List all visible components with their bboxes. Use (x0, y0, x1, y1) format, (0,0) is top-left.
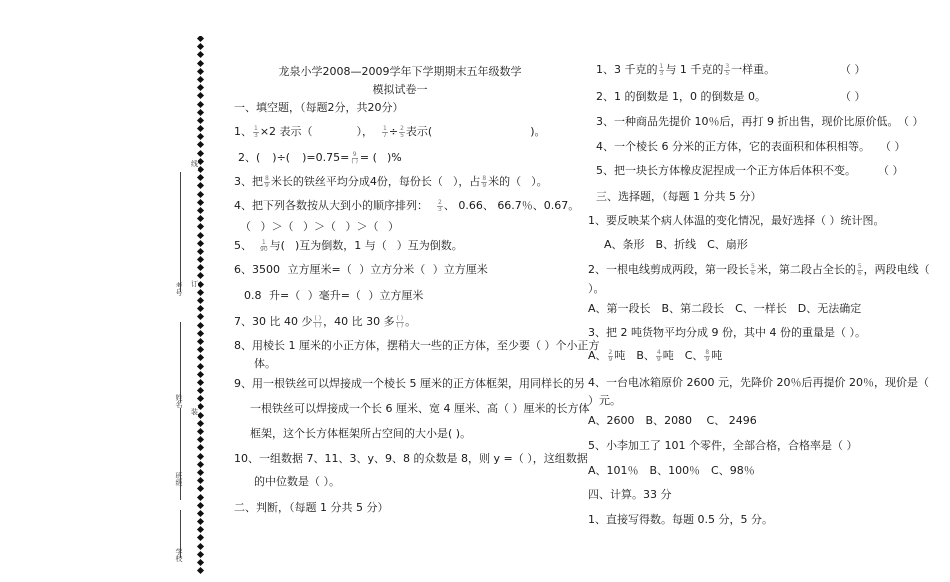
fraction: $\frac{2}{5}$ (400, 124, 404, 139)
choice-3-options: A、 $\frac{2}{9}$ 吨 B、 $\frac{4}{9}$ 吨 C、 $\frac{8}{9}$ 吨 (588, 348, 723, 363)
fraction: $\frac{1}{90}$ (260, 238, 268, 253)
seal-diamond (197, 215, 204, 222)
section-1-heading: 一、填空题，（每题2分，共20分） (234, 101, 404, 114)
seal-diamond (197, 191, 204, 198)
seal-diamond (197, 551, 204, 558)
fraction: $\frac{1}{3}$ (659, 62, 664, 77)
judge-4: 4、一个棱长 6 分米的正方体，它的表面积和体积相等。 (596, 140, 870, 153)
question-3: 3、把 $\frac{8}{9}$ 米长的铁丝平均分成4份，每份长（ ），占 $\frac{8}{9}$ 米的（ ）。 (234, 174, 548, 189)
seal-diamond (197, 43, 204, 50)
fraction: $\frac{( )}{( )}$ (396, 314, 404, 329)
seal-diamond (197, 289, 204, 296)
fraction: $\frac{1}{3}$ (254, 124, 258, 139)
exam-subtitle: 模拟试卷一 (372, 83, 428, 96)
seal-diamond (197, 543, 204, 550)
fraction: $\frac{( )}{( )}$ (314, 314, 322, 329)
seal-diamond (197, 84, 204, 91)
seal-diamond (197, 223, 204, 230)
fraction: $\frac{8}{9}$ (482, 174, 487, 189)
judge-2: 2、1 的倒数是 1，0 的倒数是 0。 (596, 90, 766, 103)
seal-diamond (197, 272, 204, 279)
choice-3: 3、把 2 吨货物平均分成 9 份，其中 4 份的重量是（ ）。 (588, 326, 866, 339)
seal-diamond (197, 330, 204, 337)
seal-diamond (197, 256, 204, 263)
seal-diamond (197, 305, 204, 312)
fraction: $\frac{3}{5}$ (725, 62, 730, 77)
fraction: $\frac{2}{3}$ (438, 198, 442, 213)
seal-diamond (197, 436, 204, 443)
judge-1-answer: （ ） (840, 63, 866, 76)
choice-4: 4、一台电冰箱原价 2600 元，先降价 20％后再提价 20％，现价是（ (588, 376, 929, 389)
seal-diamond (197, 182, 204, 189)
question-1: 1、 $\frac{1}{3}$ ×2 表示（ ）， $\frac{1}{7}$ ÷ $\frac{2}{5}$ 表示( )。 (234, 124, 546, 139)
judge-5-answer: （ ） (878, 164, 904, 177)
kaohao-label: 考号 (175, 282, 183, 296)
seal-diamond (197, 518, 204, 525)
choice-4-options: A、2600 B、2080 C、 2496 (588, 414, 757, 427)
section-4-heading: 四、计算。33 分 (588, 488, 672, 501)
seal-diamond (197, 117, 204, 124)
choice-2-cont: ）。 (588, 282, 605, 295)
seal-diamond (197, 51, 204, 58)
seal-diamond (197, 428, 204, 435)
judge-3: 3、一种商品先提价 10％后，再打 9 折出售，现价比原价低。 (596, 115, 899, 128)
seal-diamond (197, 166, 204, 173)
question-10b: 的中位数是（ ）。 (254, 475, 340, 488)
seal-diamond (197, 510, 204, 517)
seal-diamond (197, 76, 204, 83)
question-7: 7、30 比 40 少 $\frac{( )}{( )}$ ，40 比 30 多 $\frac{( )}{( )}$ 。 (234, 314, 417, 329)
seal-diamond (197, 567, 204, 574)
seal-diamond (197, 322, 204, 329)
judge-5: 5、把一块长方体橡皮泥捏成一个正方体后体积不变。 (596, 164, 856, 177)
seal-diamond (197, 526, 204, 533)
fraction: $\frac{5}{6}$ (751, 262, 755, 277)
question-4: 4、把下列各数按从大到小的顺序排列： $\frac{2}{3}$ 、 0.66、 66.7％、0.67。 (234, 198, 580, 213)
fraction: $\frac{1}{7}$ (383, 124, 387, 139)
question-4-blanks: （ ）＞（ ）＞（ ）＞（ ） (240, 220, 399, 233)
section-2-heading: 二、判断，（每题 1 分共 5 分） (234, 501, 389, 514)
xingming-line (180, 322, 181, 402)
kaohao-line (180, 172, 181, 292)
question-10a: 10、一组数据 7、11、3、y、9、8 的众数是 8，则 y =（ ），这组数据 (234, 452, 588, 465)
calc-1: 1、直接写得数。每题 0.5 分，5 分。 (588, 513, 773, 526)
seal-diamond (197, 371, 204, 378)
question-6b: 0.8 升=（ ）毫升=（ ）立方厘米 (244, 289, 424, 302)
seal-diamond (197, 92, 204, 99)
choice-2: 2、一根电线剪成两段，第一段长 $\frac{5}{6}$ 米，第二段占全长的 $\frac{5}{6}$ ，两段电线（ (588, 262, 930, 277)
seal-diamond (197, 453, 204, 460)
xingming-label: 姓名 (175, 394, 183, 408)
judge-1: 1、3 千克的 $\frac{1}{3}$ 与 1 千克的 $\frac{3}{5}$ 一样重。 (596, 62, 776, 77)
question-8a: 8、用棱长 1 厘米的小正方体，摆稍大一些的正方体，至少要（ ）个小正方 (234, 339, 600, 352)
seal-diamond (197, 141, 204, 148)
section-3-heading: 三、选择题，（每题 1 分共 5 分） (596, 190, 762, 203)
choice-4-cont: ）元。 (588, 394, 621, 407)
question-9c: 框架，这个长方体框架所占空间的大小是( )。 (250, 427, 472, 440)
seal-diamond (197, 502, 204, 509)
seal-diamond (197, 109, 204, 116)
question-8b: 体。 (254, 357, 276, 370)
seal-diamond (197, 387, 204, 394)
seal-diamond (197, 362, 204, 369)
banji-label: 班级 (175, 472, 183, 486)
fraction: $\frac{5}{6}$ (857, 262, 862, 277)
seal-diamond (197, 100, 204, 107)
seal-diamond (197, 354, 204, 361)
xuexiao-label: 学校 (175, 548, 183, 562)
seal-diamond (197, 346, 204, 353)
seal-diamond (197, 60, 204, 67)
seal-diamond (197, 461, 204, 468)
banji-line (180, 408, 181, 500)
seal-diamond (197, 199, 204, 206)
seal-diamond (197, 150, 204, 157)
choice-5: 5、小李加工了 101 个零件，全部合格，合格率是（ ） (588, 439, 858, 452)
seal-diamond (197, 231, 204, 238)
seal-diamond (197, 412, 204, 419)
fraction: $\frac{8}{9}$ (705, 348, 710, 363)
seal-char-zhi: 订 (191, 280, 198, 288)
question-5: 5、 $\frac{1}{90}$ 与( )互为倒数，1 与（ ）互为倒数。 (234, 238, 463, 253)
seal-diamond (197, 207, 204, 214)
seal-diamond (197, 338, 204, 345)
binding-margin (160, 30, 220, 582)
choice-5-options: A、101％ B、100％ C、98％ (588, 464, 755, 477)
seal-diamond (197, 264, 204, 271)
seal-char-zhuang: 装 (191, 408, 198, 416)
seal-diamond (197, 559, 204, 566)
seal-diamond (197, 485, 204, 492)
seal-diamond (197, 240, 204, 247)
question-2: 2、( )÷( )=0.75= $\frac{9}{( )}$ = ( )% (238, 150, 402, 165)
seal-diamond (197, 158, 204, 165)
seal-diamond (197, 477, 204, 484)
seal-diamond (197, 68, 204, 75)
question-6a: 6、3500 立方厘米=（ ）立方分米（ ）立方厘米 (234, 263, 488, 276)
fraction: $\frac{4}{9}$ (656, 348, 661, 363)
seal-diamond (197, 493, 204, 500)
seal-diamond (197, 281, 204, 288)
seal-diamond (197, 395, 204, 402)
judge-4-answer: （ ） (880, 140, 906, 153)
judge-2-answer: （ ） (840, 90, 866, 103)
seal-char-xian: 线 (191, 160, 198, 168)
choice-1: 1、要反映某个病人体温的变化情况，最好选择（ ）统计图。 (588, 214, 885, 227)
seal-diamond (197, 313, 204, 320)
seal-diamond (197, 403, 204, 410)
seal-diamond (197, 133, 204, 140)
seal-diamond (197, 248, 204, 255)
judge-3-answer: （ ） (898, 115, 924, 128)
question-9b: 一根铁丝可以焊接成一个长 6 厘米、宽 4 厘米、高（ ）厘米的长方体 (250, 402, 590, 415)
seal-diamond (197, 469, 204, 476)
fraction: $\frac{2}{9}$ (608, 348, 613, 363)
seal-diamond (197, 125, 204, 132)
seal-diamond (197, 297, 204, 304)
choice-2-options: A、第一段长 B、第二段长 C、一样长 D、无法确定 (588, 302, 862, 315)
seal-diamond (197, 420, 204, 427)
fraction: $\frac{8}{9}$ (265, 174, 269, 189)
exam-title: 龙泉小学2008—2009学年下学期期末五年级数学 (278, 65, 522, 78)
seal-diamond (197, 534, 204, 541)
seal-diamond (197, 36, 204, 42)
fraction: $\frac{9}{( )}$ (351, 150, 358, 165)
seal-diamond (197, 379, 204, 386)
question-9a: 9、用一根铁丝可以焊接成一个棱长 5 厘米的正方体框架，用同样长的另 (234, 377, 585, 390)
seal-diamond (197, 444, 204, 451)
seal-diamond-column (196, 36, 206, 576)
choice-1-options: A、条形 B、折线 C、扇形 (604, 238, 748, 251)
seal-diamond (197, 174, 204, 181)
